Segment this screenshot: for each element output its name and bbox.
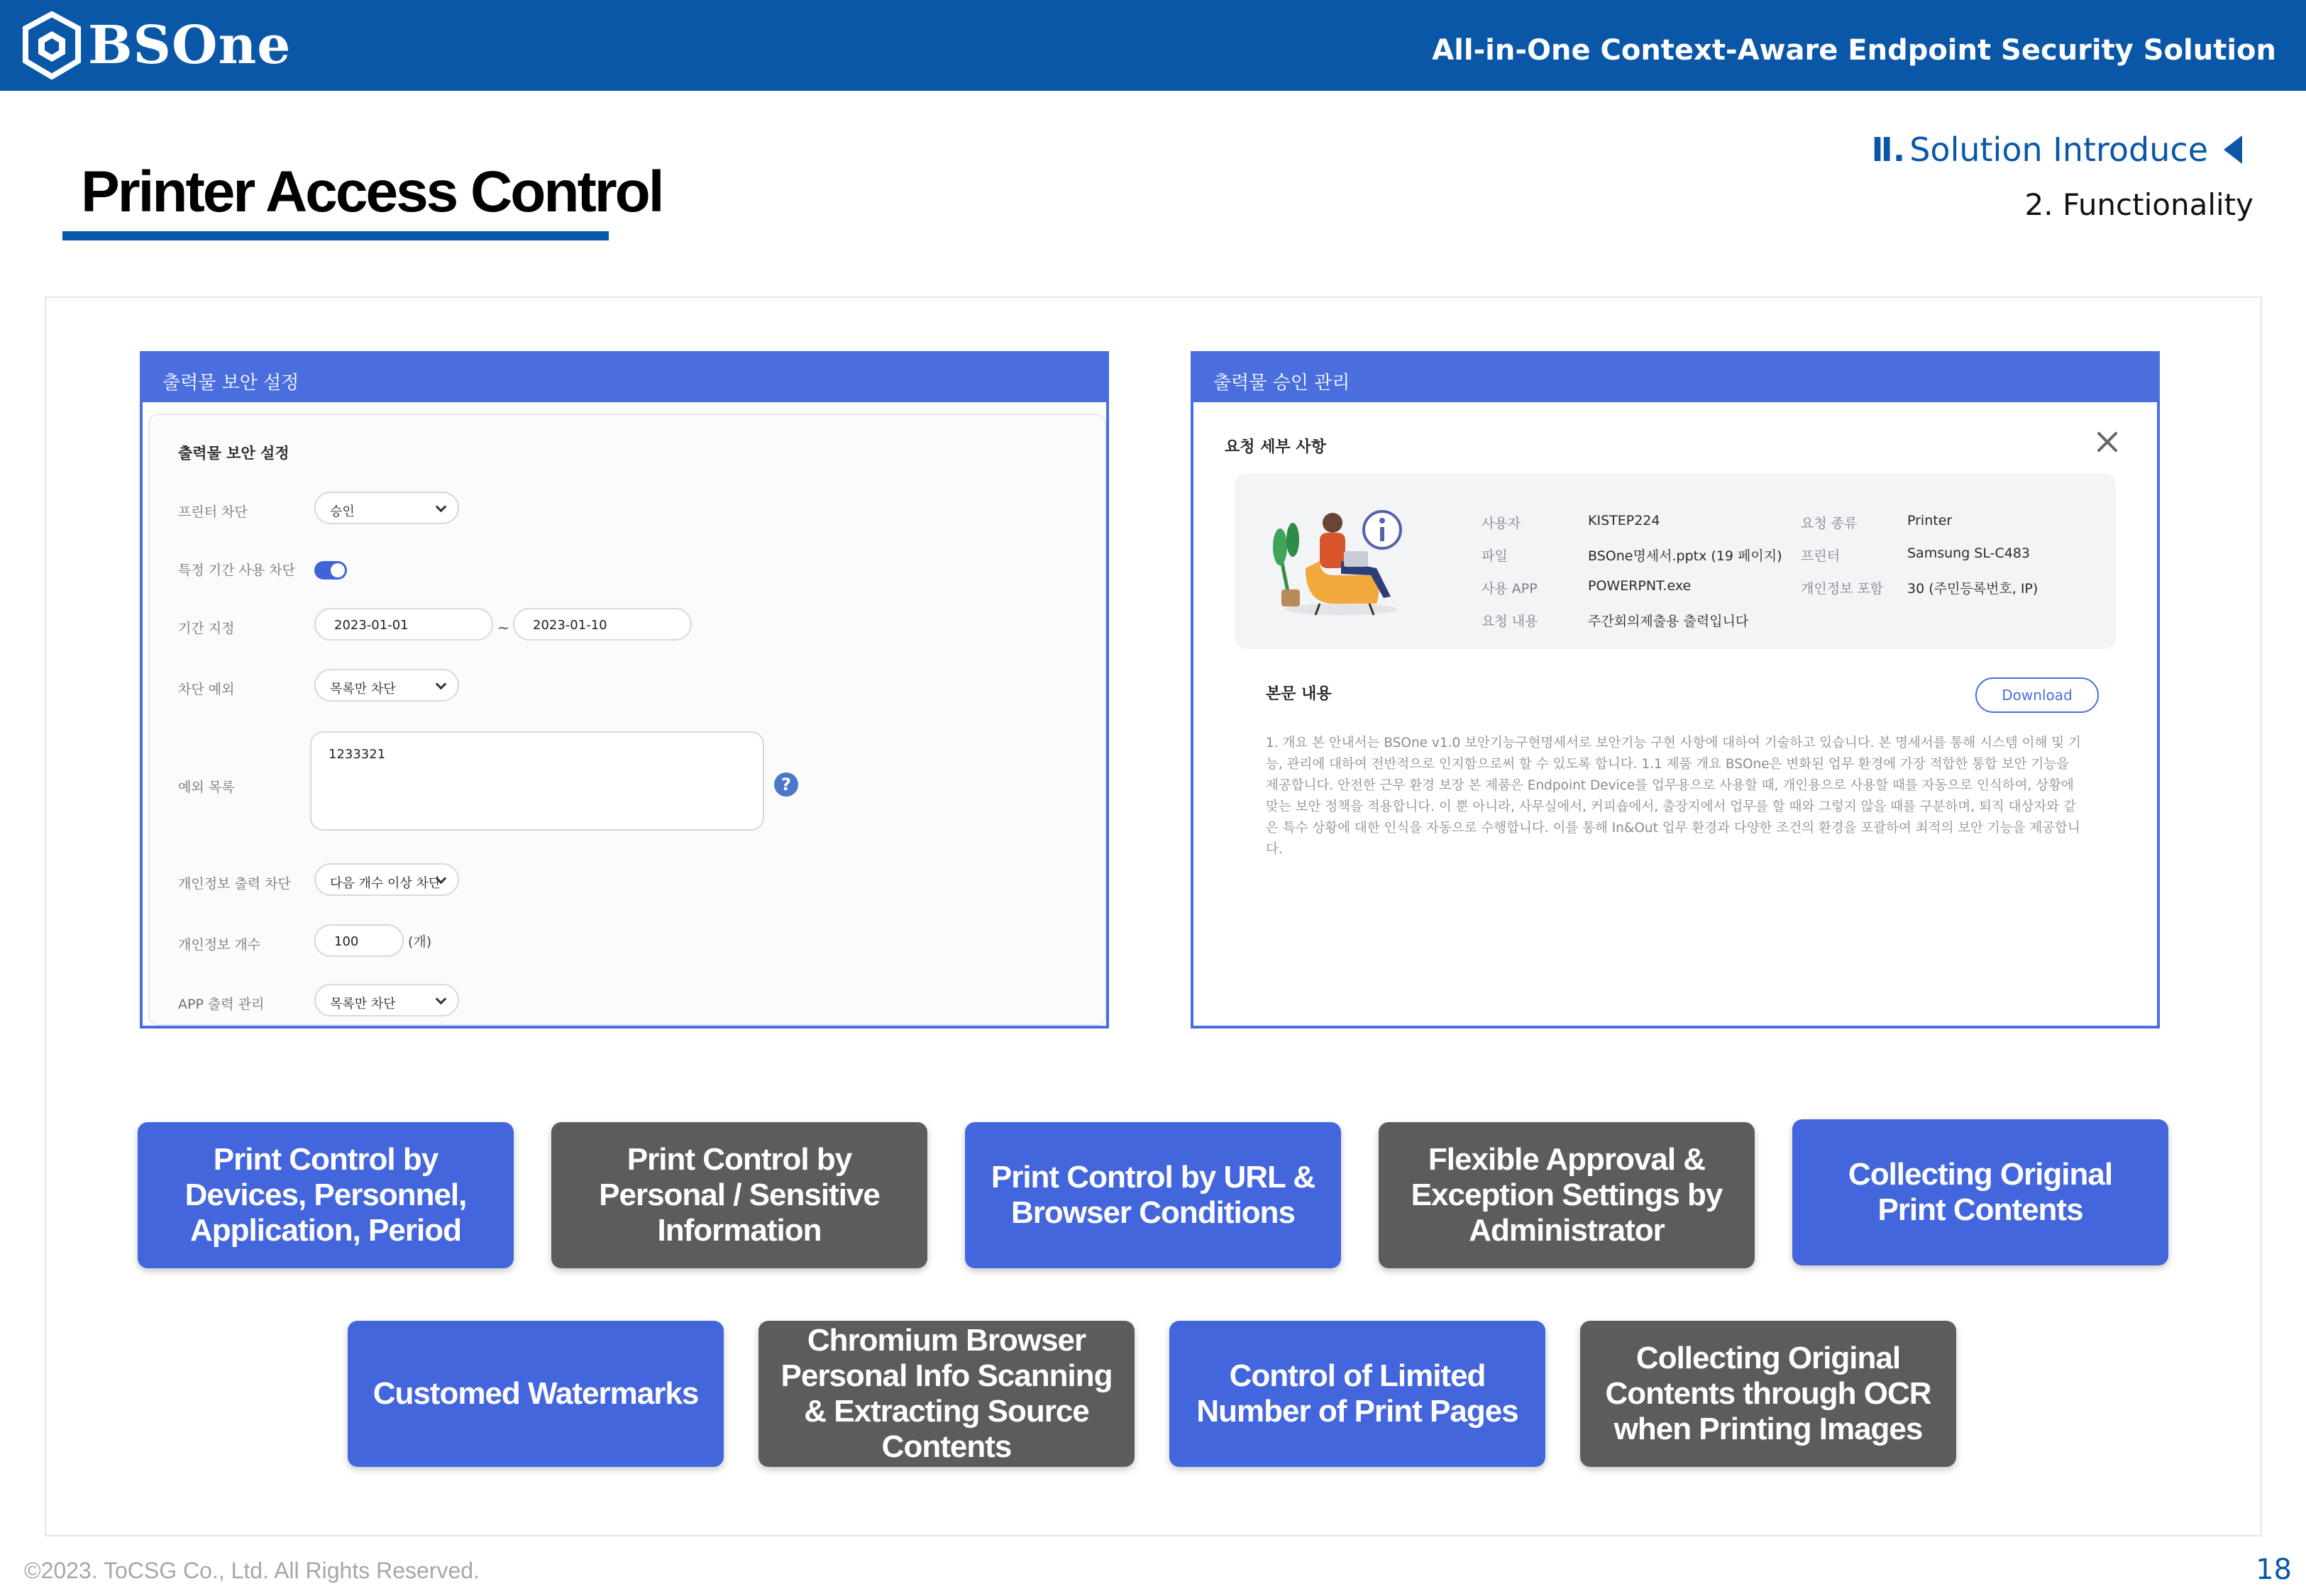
feature-card: Chromium Browser Personal Info Scanning & Extracting Source Contents [758,1321,1135,1467]
feature-card: Flexible Approval & Exception Settings by Administrator [1379,1122,1755,1268]
privacy-block-value: 다음 개수 이상 차단 [330,876,441,891]
print-approval-screen [1191,351,2160,1029]
printer-label: 프린터 [1801,548,1841,564]
app-value: POWERPNT.exe [1588,578,1692,594]
type-value: Printer [1907,513,1953,528]
download-button[interactable]: Download [1975,677,2099,713]
feature-card: Print Control by Personal / Sensitive Information [551,1122,927,1268]
feature-card: Control of Limited Number of Print Pages [1169,1321,1545,1467]
feature-card: Collecting Original Contents through OCR when Printing Images [1580,1321,1956,1467]
modal-title: 요청 세부 사항 [1225,438,1326,456]
tagline: All-in-One Context-Aware Endpoint Security Solution [1432,34,2276,67]
period-start-input[interactable]: 2023-01-01 [314,608,493,641]
print-security-settings-screen [140,351,1109,1029]
exception-list-label: 예외 목록 [178,780,235,795]
person-info-illustration-icon [1270,490,1412,618]
shield-logo-icon [21,11,82,79]
privacy-count-unit: (개) [408,934,432,950]
settings-form [148,414,1106,1026]
form-heading: 출력물 보안 설정 [178,445,289,462]
feature-card: Customed Watermarks [348,1321,724,1467]
period-block-label: 특정 기간 사용 차단 [178,563,295,578]
body-text: 1. 개요 본 안내서는 BSOne v1.0 보안기능구현명세서로 보안기능 구현 사항에 대하여 기술하고 있습니다. 본 명세서를 통해 시스템 이해 및 기능, 관리에 대하여 전반적으로 인지함으로써 할 수 있도록 합니다. 1.1 제품 개요 BSOne은 변화된 업무 환경에 가장 적합한 통합 보안 기능을 제공합니다. 안전한 근무 환경 보장 본 제품은 Endpoint Device를 업무용으로 사용할 때, 개인용으로 사용할 때를 자동으로 인식하여, 상황에 맞는 보안 정책을 적용합니다. 이 뿐 아니라, 사무실에서, 커피숍에서, 출장지에서 업무를 할 때와 그렇지 않을 때를 구분하며, 퇴직 대상자와 같은 특수 상황에 대한 인식을 자동으로 수행합니다. 이를 통해 In&Out 업무 환경과 다양한 조건의 환경을 포괄하여 최적의 보안 기능을 제공합니다. [1266,736,2081,857]
period-separator: ~ [497,619,509,636]
logo-text: BSOne [88,15,292,76]
feature-card: Print Control by URL & Browser Conditions [965,1122,1341,1268]
privacy-label: 개인정보 포함 [1801,581,1884,597]
triangle-left-icon [2224,135,2242,164]
privacy-count-input[interactable]: 100 [314,924,404,957]
app-print-select[interactable] [314,984,459,1016]
privacy-block-select[interactable] [314,863,459,896]
help-icon[interactable]: ? [774,772,798,797]
printer-block-select[interactable] [314,492,459,524]
app-label: 사용 APP [1482,581,1538,597]
section-label [1871,131,2242,169]
printer-block-label: 프린터 차단 [178,504,248,520]
content-value: 주간회의제출용 출력입니다 [1588,614,1749,629]
request-info-card [1235,473,2116,649]
user-label: 사용자 [1482,516,1521,531]
type-label: 요청 종류 [1801,516,1858,531]
printer-block-value: 승인 [330,504,355,519]
page-number: 18 [2256,1553,2292,1586]
exception-value: 목록만 차단 [330,682,396,697]
app-print-label: APP 출력 관리 [178,997,265,1012]
content-label: 요청 내용 [1482,614,1538,629]
exception-list-textarea[interactable]: 1233321 [310,731,764,831]
privacy-count-label: 개인정보 개수 [178,937,261,953]
chevron-down-icon [436,994,447,1005]
chevron-down-icon [436,501,447,513]
sub-label: 2. Functionality [2024,187,2253,222]
privacy-value: 30 (주민등록번호, IP) [1907,581,2039,597]
page-title: Printer Access Control [81,160,663,224]
body-title: 본문 내용 [1266,685,1332,703]
request-detail-modal [1193,402,2157,1026]
exception-select[interactable] [314,669,459,702]
title-underline [62,231,609,240]
section-label-text: Solution Introduce [1909,131,2208,169]
panel-header: 출력물 보안 설정 [143,354,1106,402]
exception-label: 차단 예외 [178,682,235,697]
period-label: 기간 지정 [178,621,235,636]
user-value: KISTEP224 [1588,513,1660,528]
panel-header: 출력물 승인 관리 [1193,354,2157,402]
toggle-knob [331,563,345,577]
chevron-down-icon [436,679,447,690]
period-end-input[interactable]: 2023-01-10 [513,608,692,641]
period-block-toggle[interactable] [314,561,347,580]
file-value: BSOne명세서.pptx (19 페이지) [1588,548,1782,564]
section-roman: Ⅱ. [1871,131,1906,169]
copyright: ©2023. ToCSG Co., Ltd. All Rights Reserved. [24,1558,480,1583]
privacy-block-label: 개인정보 출력 차단 [178,876,291,892]
close-icon[interactable] [2093,428,2122,456]
app-print-value: 목록만 차단 [330,997,396,1012]
file-label: 파일 [1482,548,1508,564]
top-bar [0,0,2306,91]
bsone-logo [21,11,291,79]
printer-value: Samsung SL-C483 [1907,545,2030,561]
feature-card: Print Control by Devices, Personnel, Application, Period [138,1122,514,1268]
feature-card: Collecting Original Print Contents [1792,1119,2168,1265]
